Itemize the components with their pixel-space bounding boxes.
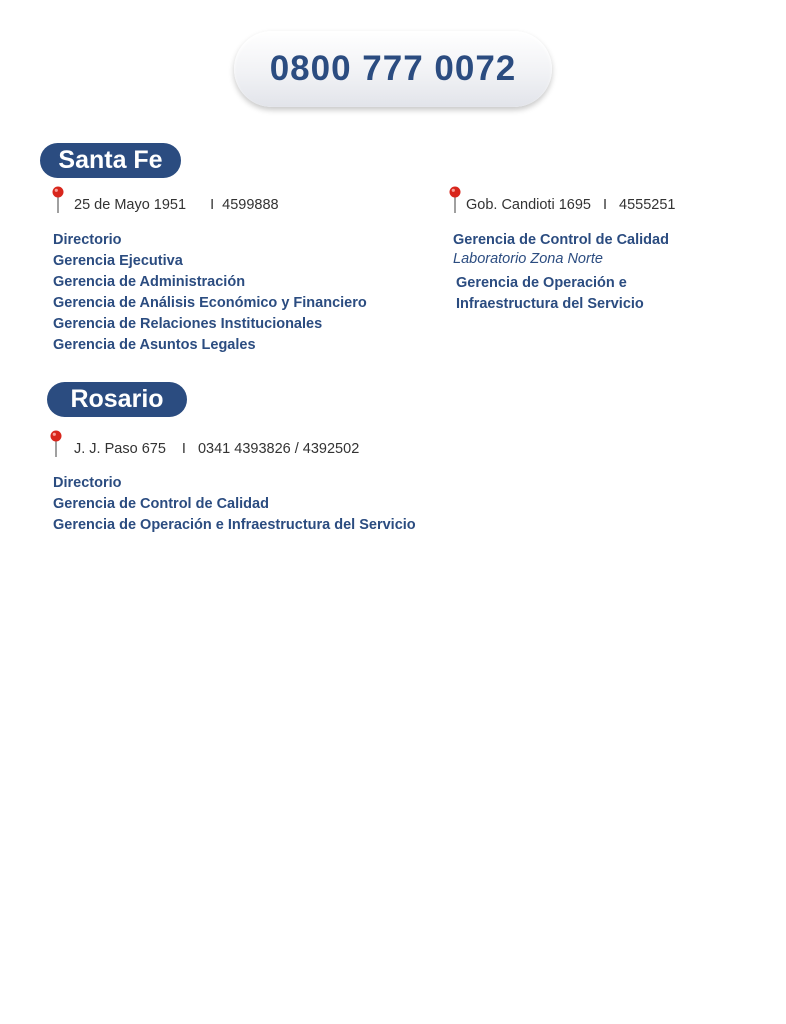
phone-pill xyxy=(234,31,552,107)
phone-number-rosario[interactable]: 0341 4393826 / 4392502 xyxy=(197,441,360,457)
phone-number[interactable]: 0800 777 0072 xyxy=(269,49,517,88)
separator: I xyxy=(181,441,186,457)
list-item: Gerencia de Relaciones Institucionales xyxy=(53,316,323,332)
separator: I xyxy=(602,197,608,213)
phone-number-santa-fe-1[interactable]: 4599888 xyxy=(222,197,279,213)
address-santa-fe-1 xyxy=(74,197,279,213)
list-item: Directorio xyxy=(53,475,122,491)
list-item: Infraestructura del Servicio xyxy=(456,296,644,312)
list-item: Gerencia de Asuntos Legales xyxy=(53,337,256,353)
list-item: Gerencia de Control de Calidad xyxy=(53,496,269,512)
city-badge-rosario xyxy=(47,382,187,417)
department-list-santa-fe-2b xyxy=(456,273,644,315)
list-item: Gerencia de Administración xyxy=(53,274,246,290)
department-list-rosario xyxy=(53,473,416,536)
map-pin-icon xyxy=(50,430,62,458)
street: Gob. Candioti 1695 xyxy=(466,197,591,213)
address-rosario xyxy=(74,441,359,457)
street: 25 de Mayo 1951 xyxy=(74,197,187,213)
list-item: Gerencia de Análisis Económico y Financiero xyxy=(53,295,367,311)
phone-number-santa-fe-2[interactable]: 4555251 xyxy=(619,197,676,213)
city-name-santa-fe: Santa Fe xyxy=(58,146,163,174)
map-pin-icon xyxy=(52,186,64,214)
city-name-rosario: Rosario xyxy=(70,385,164,413)
department-list-santa-fe-2 xyxy=(453,230,669,251)
list-item: Gerencia Ejecutiva xyxy=(53,253,183,269)
list-item: Gerencia de Control de Calidad xyxy=(453,232,669,248)
list-item: Gerencia de Operación e xyxy=(456,275,627,291)
list-item: Gerencia de Operación e Infraestructura del Servicio xyxy=(53,517,416,533)
street: J. J. Paso 675 xyxy=(74,441,166,457)
department-list-santa-fe-1 xyxy=(53,230,367,356)
lab-name: Laboratorio Zona Norte xyxy=(453,251,603,267)
list-item: Directorio xyxy=(53,232,122,248)
map-pin-icon xyxy=(449,186,461,214)
city-badge-santa-fe xyxy=(40,143,181,178)
separator: I xyxy=(210,197,215,213)
address-santa-fe-2 xyxy=(466,197,676,213)
